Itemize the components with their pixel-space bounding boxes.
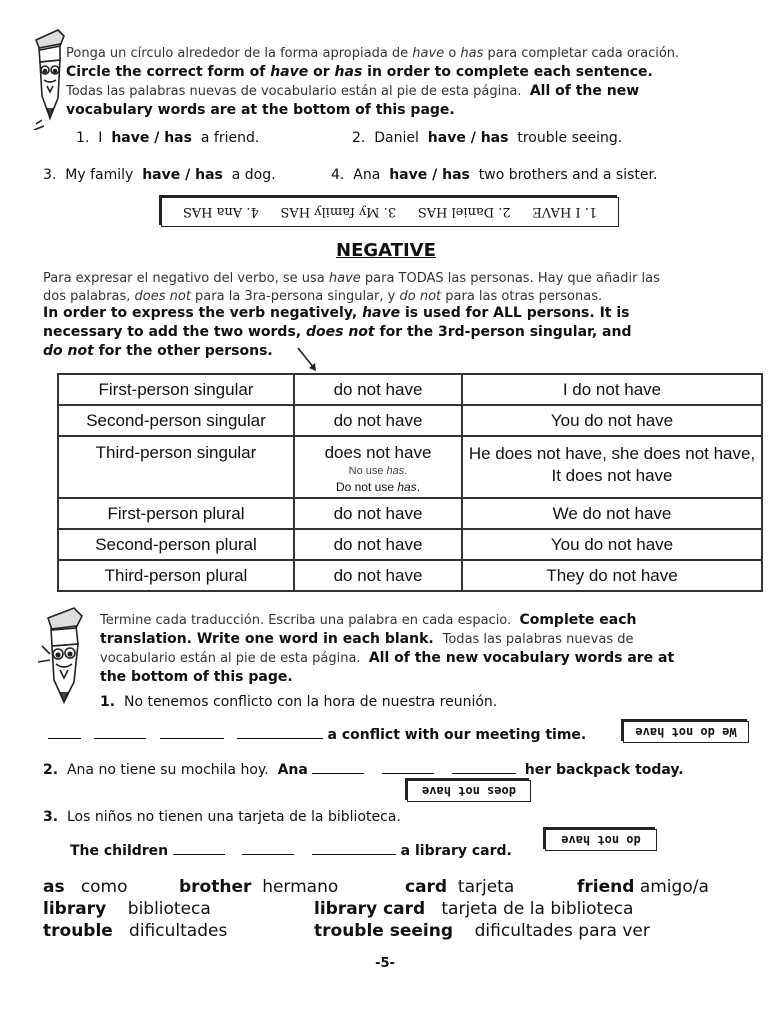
negative-en-line-3: do not for the other persons.: [43, 343, 273, 359]
instructions-vocab-note-1: Todas las palabras nuevas de vocabulario están al pie de esta página. All of the new: [66, 83, 640, 99]
vocab-item: friend amigo/a: [577, 877, 709, 897]
vocab-item: brother hermano: [179, 877, 339, 897]
answer-key-upside-down: do not have: [545, 829, 657, 851]
instructions-english-1: Circle the correct form of have or has in order to complete each sentence.: [66, 64, 653, 80]
vocab-item: library card tarjeta de la biblioteca: [314, 899, 634, 919]
instructions-vocab-note-2: vocabulario están al pie de esta página. All of the new vocabulary words are at: [100, 650, 675, 666]
table-cell-form-text: does not have: [324, 443, 432, 462]
negative-heading: NEGATIVE: [336, 240, 436, 261]
page-number: -5-: [375, 956, 395, 971]
table-cell-example: We do not have: [462, 498, 762, 529]
table-cell-form: do not have: [294, 560, 462, 591]
answer-blank[interactable]: [48, 724, 81, 739]
instructions-english-2: translation. Write one word in each blank. Todas las palabras nuevas de: [100, 631, 634, 647]
answer-blank[interactable]: [94, 724, 146, 739]
table-note-es: No use has.: [348, 465, 408, 477]
arrow-icon: [296, 346, 320, 374]
answer-key-upside-down: does not have: [407, 780, 531, 802]
exercise1-item-3: 3. My family have / has a dog.: [43, 167, 276, 183]
answer-blank[interactable]: [312, 759, 364, 774]
exercise1-item-4: 4. Ana have / has two brothers and a sister.: [331, 167, 658, 183]
pencil-mascot-icon: [30, 26, 70, 130]
table-cell-example: You do not have: [462, 529, 762, 560]
negative-es-line-2: dos palabras, does not para la 3ra-persona singular, y do not para las otras personas.: [43, 289, 603, 304]
exercise1-item-2: 2. Daniel have / has trouble seeing.: [352, 130, 623, 146]
table-cell-example: You do not have: [462, 405, 762, 436]
exercise1-item-1: 1. I have / has a friend.: [76, 130, 260, 146]
negative-en-line-1: In order to express the verb negatively, have is used for ALL persons. It is: [43, 305, 630, 321]
table-cell-person: Second-person plural: [58, 529, 294, 560]
table-cell-example: He does not have, she does not have, It does not have: [462, 436, 762, 498]
table-cell-form: do not have: [294, 405, 462, 436]
pencil-mascot-icon: [34, 602, 92, 712]
table-cell-person: Third-person plural: [58, 560, 294, 591]
table-cell-example: I do not have: [462, 374, 762, 405]
exercise2-item-3-spanish: 3. Los niños no tienen una tarjeta de la biblioteca.: [43, 809, 401, 825]
exercise2-item-1-spanish: 1. No tenemos conflicto con la hora de nuestra reunión.: [100, 694, 498, 710]
vocab-item: trouble dificultades: [43, 921, 228, 941]
table-note-en: Do not use has.: [335, 480, 421, 494]
instructions-spanish-1: Ponga un círculo alrededor de la forma apropiada de have o has para completar cada oración.: [66, 46, 680, 61]
vocab-item: library biblioteca: [43, 899, 211, 919]
answer-blank[interactable]: [160, 724, 224, 739]
table-row: [58, 498, 762, 529]
table-row: [58, 405, 762, 436]
answer-blank[interactable]: [173, 840, 225, 855]
exercise2-item-3-english: The children a library card.: [70, 840, 512, 861]
vocab-item: card tarjeta: [405, 877, 515, 897]
table-cell-form: [294, 436, 462, 498]
answer-key-upside-down: 1. I HAVE 2. Daniel HAS 3. My family HAS 4. Ana HAS: [161, 197, 619, 227]
table-row: [58, 374, 762, 405]
answer-blank[interactable]: [237, 724, 323, 739]
vocab-item: as como: [43, 877, 128, 897]
instructions-vocab-note-2b: the bottom of this page.: [100, 669, 293, 685]
instructions-vocab-note-1b: vocabulary words are at the bottom of this page.: [66, 102, 455, 118]
table-row: [58, 560, 762, 591]
answer-key-upside-down: We do not have: [623, 721, 749, 743]
table-cell-person: First-person plural: [58, 498, 294, 529]
table-cell-form: do not have: [294, 529, 462, 560]
negative-en-line-2: necessary to add the two words, does not for the 3rd-person singular, and: [43, 324, 632, 340]
negative-forms-table: [57, 373, 763, 592]
answer-blank[interactable]: [382, 759, 434, 774]
vocab-item: trouble seeing dificultades para ver: [314, 921, 650, 941]
table-cell-form: do not have: [294, 498, 462, 529]
table-cell-form: do not have: [294, 374, 462, 405]
answer-blank[interactable]: [312, 840, 396, 855]
table-cell-person: First-person singular: [58, 374, 294, 405]
table-row: [58, 529, 762, 560]
exercise2-item-2: 2. Ana no tiene su mochila hoy. Ana her backpack today.: [43, 759, 684, 780]
table-row: [58, 436, 762, 498]
answer-blank[interactable]: [452, 759, 516, 774]
table-cell-example: They do not have: [462, 560, 762, 591]
answer-blank[interactable]: [242, 840, 294, 855]
instructions-spanish-2: Termine cada traducción. Escriba una palabra en cada espacio. Complete each: [100, 612, 637, 628]
table-cell-person: Third-person singular: [58, 436, 294, 498]
table-cell-person: Second-person singular: [58, 405, 294, 436]
negative-es-line-1: Para expresar el negativo del verbo, se usa have para TODAS las personas. Hay que añadir las: [43, 271, 660, 286]
exercise2-item-1-english: a conflict with our meeting time.: [48, 724, 586, 745]
